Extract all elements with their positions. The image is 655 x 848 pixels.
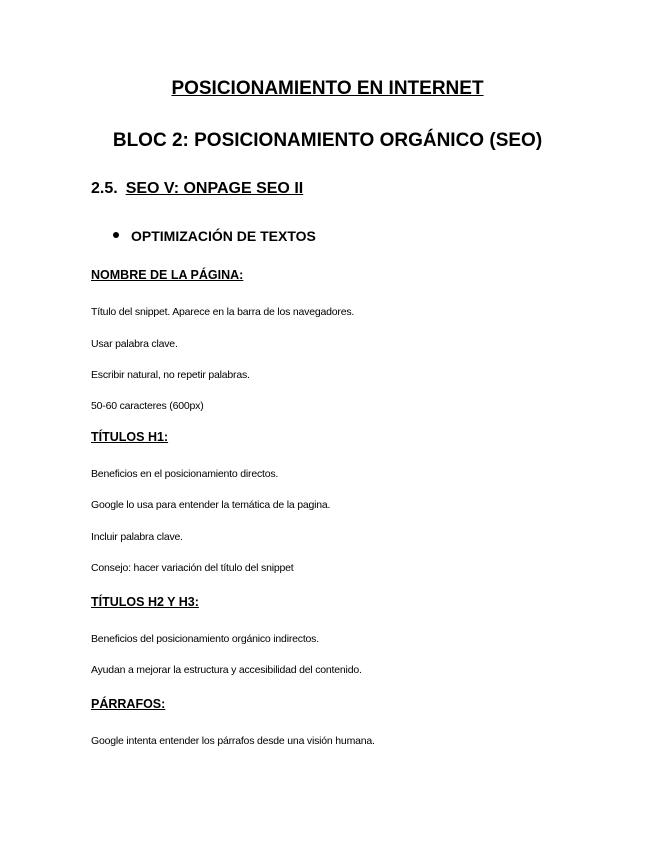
bloc-title: BLOC 2: POSICIONAMIENTO ORGÁNICO (SEO) <box>112 130 543 151</box>
text-line: Beneficios en el posicionamiento directos. <box>91 468 279 480</box>
text-line: Consejo: hacer variación del título del snippet <box>91 562 294 574</box>
subheading-nombre-pagina: NOMBRE DE LA PÁGINA: <box>91 268 244 282</box>
text-line: Beneficios del posicionamiento orgánico indirectos. <box>91 633 319 645</box>
text-line: Usar palabra clave. <box>91 338 178 350</box>
text-line: Ayudan a mejorar la estructura y accesibilidad del contenido. <box>91 664 362 676</box>
text-line: Escribir natural, no repetir palabras. <box>91 369 250 381</box>
section-heading <box>91 180 303 198</box>
text-line: Incluir palabra clave. <box>91 531 183 543</box>
subheading-parrafos: PÁRRAFOS: <box>91 697 166 711</box>
bullet-label: OPTIMIZACIÓN DE TEXTOS <box>131 228 316 244</box>
text-line: Google intenta entender los párrafos desde una visión humana. <box>91 735 375 747</box>
subheading-titulos-h1: TÍTULOS H1: <box>91 430 169 444</box>
section-label: SEO V: ONPAGE SEO II <box>125 180 304 197</box>
section-number: 2.5. <box>91 180 118 197</box>
bullet-icon <box>113 232 119 238</box>
subheading-titulos-h2-h3: TÍTULOS H2 Y H3: <box>91 595 199 609</box>
text-line: Google lo usa para entender la temática de la pagina. <box>91 499 331 511</box>
text-line: 50-60 caracteres (600px) <box>91 400 204 412</box>
document-title: POSICIONAMIENTO EN INTERNET <box>171 78 484 99</box>
text-line: Título del snippet. Aparece en la barra de los navegadores. <box>91 306 355 318</box>
bullet-item <box>113 228 316 244</box>
